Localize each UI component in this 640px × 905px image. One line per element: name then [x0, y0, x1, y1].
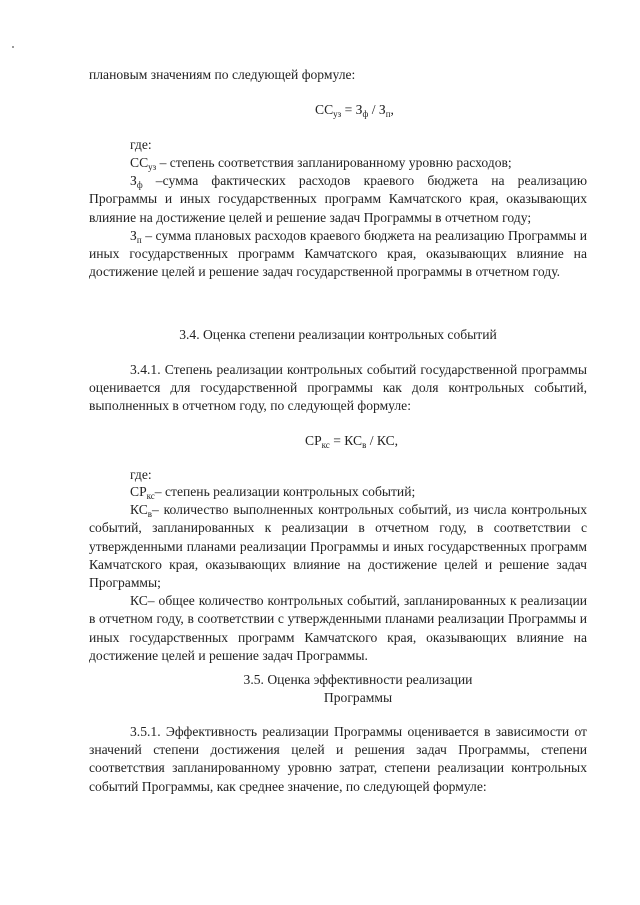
formula-cc-rhs: / З [368, 102, 386, 117]
definition-cp-text: – степень реализации контрольных событий; [154, 484, 416, 499]
definition-ks [89, 592, 587, 665]
formula-cp-lhs-sub: кс [321, 440, 330, 450]
formula-cp-mid-sub: в [362, 440, 367, 450]
definition-zp-symbol: З [130, 227, 137, 243]
formula-cp-lhs: СР [305, 433, 322, 448]
definition-cc-sub: уз [148, 162, 157, 172]
section-heading-3-5 [130, 671, 586, 707]
section-heading-3-5-line2: Программы [323, 690, 393, 706]
definition-zf-symbol: З [130, 173, 137, 189]
formula-cp [305, 432, 398, 450]
intro-text: плановым значениям по следующей формуле: [89, 67, 356, 82]
formula-cc-rhs-sub: п [385, 109, 391, 119]
definition-zp [89, 227, 587, 282]
definition-cp [89, 483, 587, 501]
definition-zf-text: –сумма фактических расходов краевого бюджета на реализацию Программы и иных государственных программ Камчатского края, оказывающих влияние на достижение целей и решение задач Программы в отчетном году; [89, 173, 587, 225]
formula-cc-end: , [390, 102, 394, 117]
formula-cc-lhs: СС [315, 102, 334, 117]
paragraph-3-5-1: 3.5.1. Эффективность реализации Программы оценивается в зависимости от значений степени достижения целей и решения задач Программы, степени соответствия запланированному уровню затрат, степени реализации контрольных событий Программы, как среднее значение, по следующей формуле: [89, 724, 587, 794]
definition-zp-sub: п [136, 234, 142, 245]
definition-cp-symbol: СР [130, 484, 147, 499]
definition-cc-text: – степень соответствия запланированному уровню расходов; [156, 155, 512, 170]
definition-zp-text: – сумма плановых расходов краевого бюджета на реализацию Программы и иных государственных программ Камчатского края, оказывающих влияние на достижение целей и решение задач государственной программы в отчетном году. [89, 227, 587, 280]
definition-ksv [89, 501, 587, 592]
intro-line [89, 66, 587, 84]
definition-zf-sub: ф [136, 180, 143, 191]
where-label-1: где: [130, 137, 152, 152]
definition-ksv-symbol: КС [130, 502, 148, 518]
definition-ksv-text: – количество выполненных контрольных событий, из числа контрольных событий, запланированных к реализации в отчетном году, в соответствии с утвержденными планами реализации Программы и иных государственных программ Камчатского края, оказывающих влияние на достижение целей и решение задач Программы; [89, 502, 587, 591]
formula-cc-mid: = З [341, 102, 363, 117]
definitions-2 [89, 483, 587, 665]
definition-ksv-sub: в [147, 509, 153, 520]
scan-speck [12, 46, 14, 48]
definition-zf [89, 172, 587, 227]
definition-cc [89, 154, 587, 172]
formula-cp-mid: = КС [329, 433, 363, 448]
section-heading-3-5-line1: 3.5. Оценка эффективности реализации [243, 672, 473, 687]
definitions-1 [89, 154, 587, 281]
formula-cp-rhs: / КС, [366, 433, 399, 448]
formula-cc [315, 101, 394, 119]
formula-cc-lhs-sub: уз [333, 109, 342, 119]
paragraph-3-4-1: 3.4.1. Степень реализации контрольных событий государственной программы оценивается для государственной программы как доля контрольных событий, выполненных в отчетном году, по следующей формуле: [89, 362, 587, 414]
definition-cc-symbol: СС [130, 155, 149, 170]
section-heading-3-4: 3.4. Оценка степени реализации контрольных событий [179, 327, 497, 342]
definition-cp-sub: кс [146, 491, 155, 501]
formula-cc-mid-sub: ф [362, 109, 369, 119]
definition-ks-text: КС– общее количество контрольных событий, запланированных к реализации в отчетном году, в соответствии с утвержденными планами реализации Программы и иных государственных программ Камчатского края, оказывающих влияние на достижение целей и решение задач Программы. [89, 593, 587, 663]
where-label-2: где: [130, 467, 152, 482]
